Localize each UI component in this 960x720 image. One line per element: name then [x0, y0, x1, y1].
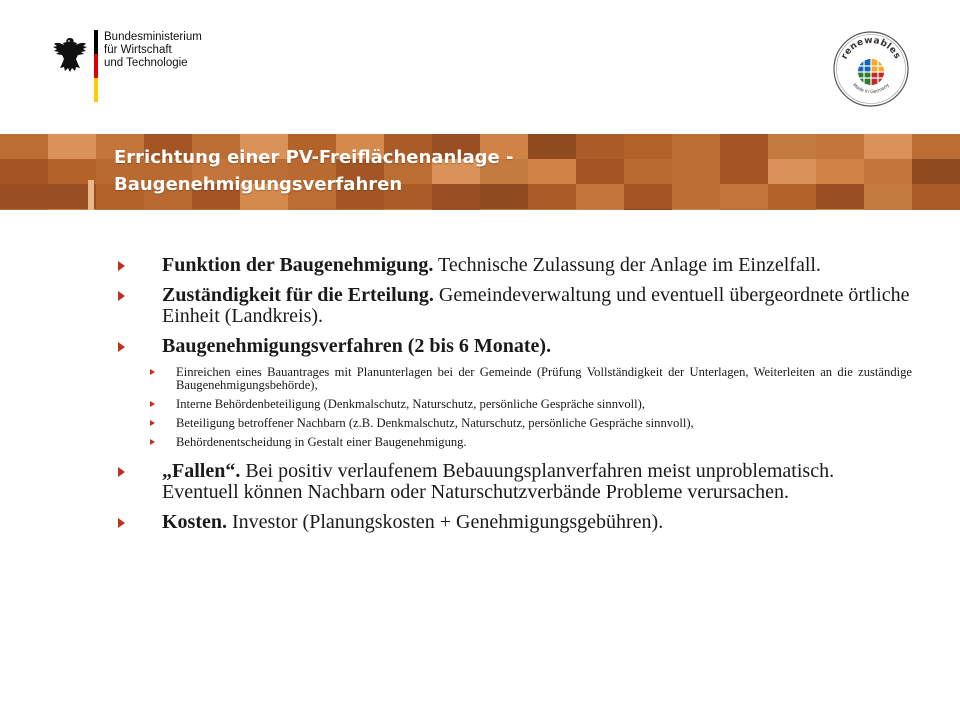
- mosaic-tile: [768, 209, 817, 210]
- mosaic-tile: [480, 209, 529, 210]
- mosaic-tile: [96, 209, 145, 210]
- sub-bullet-item: [150, 398, 912, 411]
- mosaic-tile: [864, 184, 913, 210]
- bullet-text: Investor (Planungskosten + Genehmigungsgebühren).: [227, 511, 664, 533]
- sub-bullet-arrow-icon: [150, 369, 155, 375]
- sub-bullet-text: Beteiligung betroffener Nachbarn (z.B. Denkmalschutz, Naturschutz, persönliche Gespräche sinnvoll),: [176, 416, 694, 430]
- sub-bullet-arrow-icon: [150, 420, 155, 426]
- bullet-item: [112, 512, 912, 533]
- mosaic-tile: [912, 134, 960, 160]
- bullet-item: [112, 255, 912, 276]
- mosaic-tile: [864, 134, 913, 160]
- mosaic-tile: [864, 159, 913, 185]
- renewables-seal-logo: [832, 30, 910, 108]
- sub-bullet-text: Behördenentscheidung in Gestalt einer Baugenehmigung.: [176, 435, 467, 449]
- mosaic-tile: [192, 209, 241, 210]
- bullet-heading: Funktion der Baugenehmigung.: [162, 254, 434, 276]
- german-flag-stripe: [94, 30, 98, 102]
- ministry-name-line2: für Wirtschaft: [104, 44, 172, 56]
- bullet-text: Technische Zulassung der Anlage im Einzelfall.: [433, 254, 821, 276]
- bullet-arrow-icon: [118, 467, 125, 477]
- seal-globe: [858, 59, 884, 85]
- slide-title: [114, 144, 834, 198]
- sub-bullet-item: [150, 417, 912, 430]
- bullet-text: Gemeindeverwaltung und eventuell übergeordnete örtliche Einheit (Landkreis).: [162, 284, 910, 327]
- mosaic-tile: [816, 209, 865, 210]
- mosaic-tile: [720, 209, 769, 210]
- mosaic-tile: [336, 209, 385, 210]
- sub-bullet-arrow-icon: [150, 401, 155, 407]
- bullet-arrow-icon: [118, 291, 125, 301]
- mosaic-tile: [672, 209, 721, 210]
- mosaic-tile: [144, 209, 193, 210]
- seal-bottom-text: Made in Germany: [851, 83, 891, 96]
- bullet-heading: Zuständigkeit für die Erteilung.: [162, 284, 434, 306]
- bmwi-logo: [52, 30, 202, 102]
- mosaic-tile: [288, 209, 337, 210]
- ministry-name: [104, 31, 202, 102]
- mosaic-tile: [912, 184, 960, 210]
- bullet-arrow-icon: [118, 342, 125, 352]
- bullet-heading: Baugenehmigungsverfahren (2 bis 6 Monate).: [162, 335, 552, 357]
- mosaic-tile: [0, 159, 49, 185]
- mosaic-tile: [432, 209, 481, 210]
- ministry-name-line3: und Technologie: [104, 57, 188, 69]
- mosaic-tile: [0, 134, 49, 160]
- mosaic-tile: [624, 209, 673, 210]
- bullet-item: [112, 336, 912, 357]
- seal-top-text: renewables: [839, 35, 903, 62]
- mosaic-tile: [384, 209, 433, 210]
- bullet-arrow-icon: [118, 518, 125, 528]
- bullet-text: Bei positiv verlaufenem Bebauungsplanverfahren meist unproblematisch. Eventuell können Nachbarn oder Naturschutzverbände Probleme verursachen.: [162, 460, 835, 503]
- ministry-name-line1: Bundesministerium: [104, 31, 202, 43]
- slide-title-line2: Baugenehmigungsverfahren: [114, 174, 403, 195]
- bullet-item: [112, 461, 912, 503]
- sub-bullet-text: Einreichen eines Bauantrages mit Planunterlagen bei der Gemeinde (Prüfung Vollständigkeit der Unterlagen, Weiterleiten an die zuständige Baugenehmigungsbehörde),: [176, 365, 912, 392]
- sub-bullet-list: [76, 366, 912, 449]
- bullet-list: [112, 255, 912, 542]
- mosaic-tile: [528, 209, 577, 210]
- mosaic-tile: [912, 209, 960, 210]
- federal-eagle-icon: [52, 34, 88, 74]
- mosaic-tile: [48, 134, 97, 160]
- sub-bullet-text: Interne Behördenbeteiligung (Denkmalschutz, Naturschutz, persönliche Gespräche sinnvoll),: [176, 397, 645, 411]
- title-banner: [0, 134, 960, 210]
- slide-title-line1: Errichtung einer PV-Freiflächenanlage -: [114, 147, 514, 168]
- mosaic-tile: [0, 209, 49, 210]
- mosaic-tile: [240, 209, 289, 210]
- bullet-heading: Kosten.: [162, 511, 227, 533]
- mosaic-tile: [576, 209, 625, 210]
- sub-bullet-item: [150, 366, 912, 392]
- bullet-item: [112, 285, 912, 327]
- sub-bullet-arrow-icon: [150, 439, 155, 445]
- mosaic-tile: [864, 209, 913, 210]
- bullet-arrow-icon: [118, 261, 125, 271]
- mosaic-tile: [912, 159, 960, 185]
- bullet-heading: „Fallen“.: [162, 460, 241, 482]
- banner-accent-bar: [88, 180, 94, 210]
- sub-bullet-item: [150, 436, 912, 449]
- mosaic-tile: [0, 184, 49, 210]
